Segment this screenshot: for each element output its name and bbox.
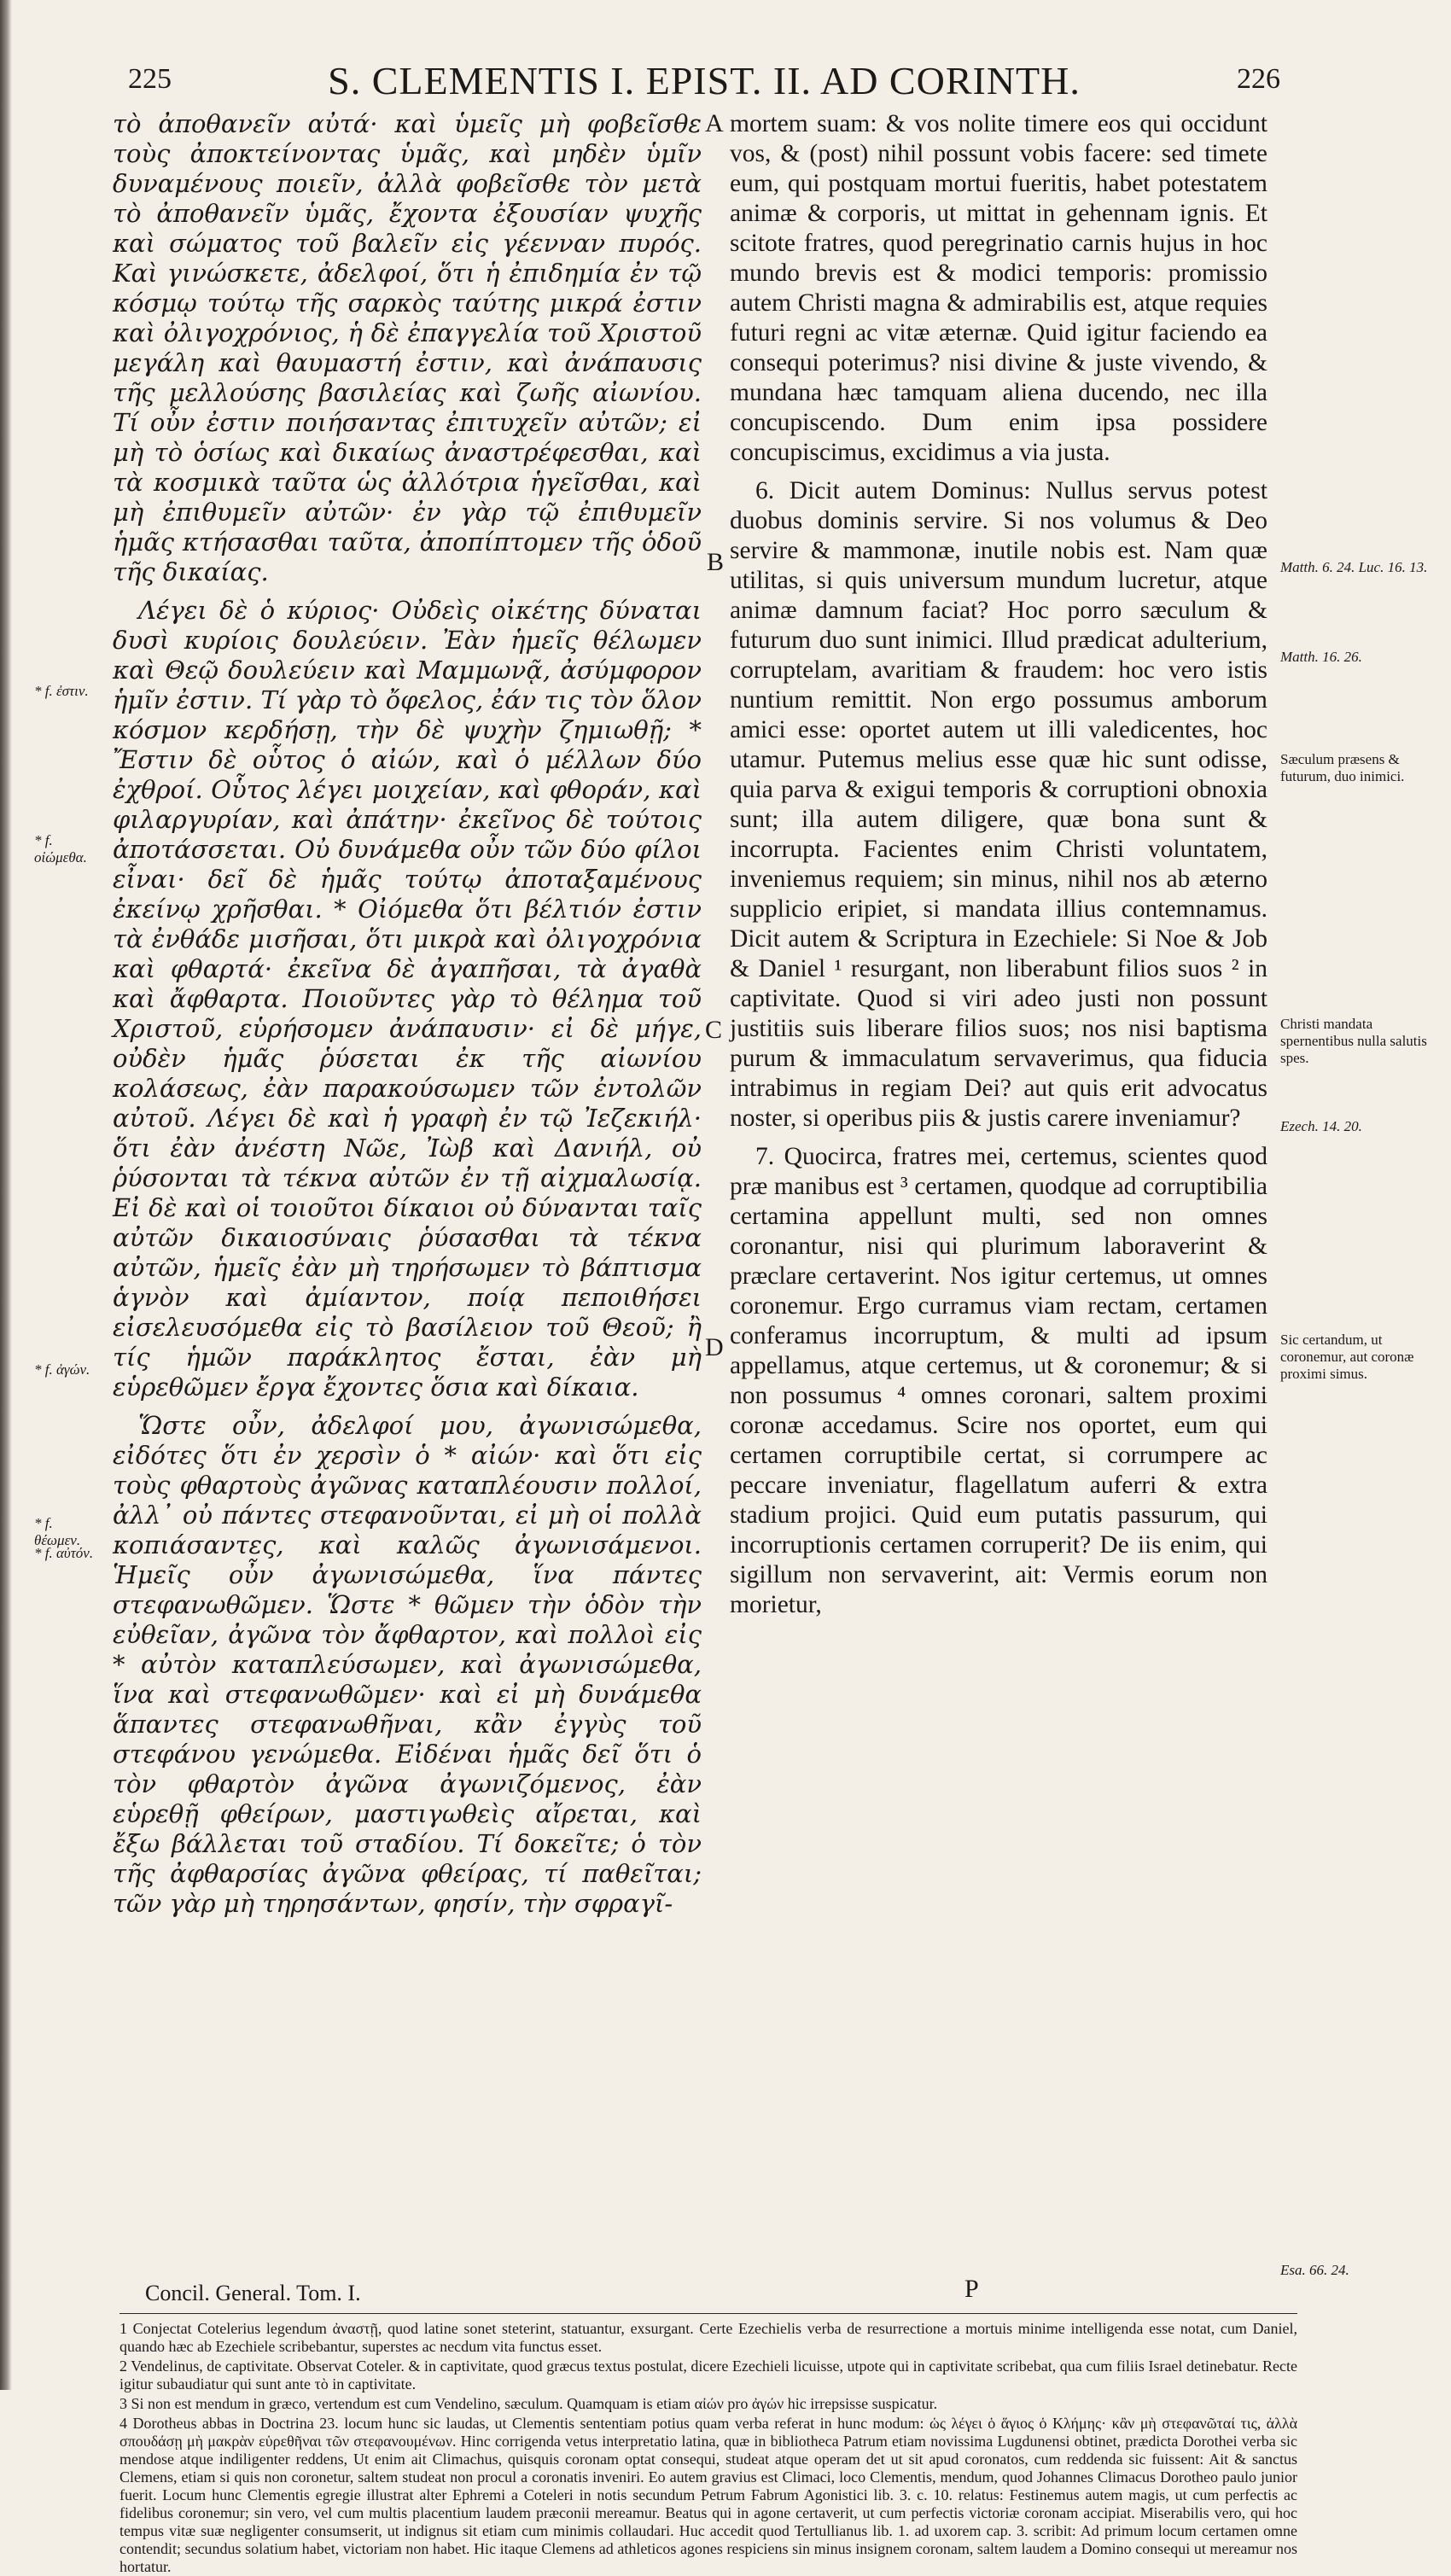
page-header [128, 58, 1280, 109]
section-mark-a: A [705, 109, 724, 137]
footnote-3: 3 Si non est mendum in græco, vertendum est cum Vendelino, sæculum. Quamquam is etiam αἰών pro ἀγών hic irrepsisse suspicatur. [119, 2395, 938, 2412]
left-margin-note: * f. ἐστιν. [34, 683, 89, 699]
latin-paragraph-6: 6. Dicit autem Dominus: Nullus servus potest duobus dominis servire. Si nos volumus & Deo servire & mammonæ, inutile nobis est. Nam quæ utilitas, si quis universum mundum lucretur, atque animæ damnum faciat? Hoc porro sæculum & futurum duo sunt inimici. Illud prædicat adulterium, corruptelam, avaritiam & fraudem: hoc vero istis nuntium remittit. Non ergo possumus amborum amici esse: oportet autem ut illi valedicentes, hoc utamur. Putemus melius esse quæ hic sunt odisse, quia parva & exigui temporis & corruptioni obnoxia sunt; illa autem diligere, quæ bona sunt & incorrupta. Facientes enim Christi voluntatem, inveniemus requiem; sin minus, nihil nos ab æterno supplicio eripiet, si mandata illius contemnamus. Dicit autem & Scriptura in Ezechiele: Si Noe & Job & Daniel ¹ resurgant, non liberabunt filios suos ² in captivitate. Quod si viri adeo justi non possunt justitiis suis liberare filios suos; nos nisi baptisma purum & immaculatum servaverimus, qua fiducia intrabimus in regiam Dei? aut quis erit advocatus noster, si operibus piis & justis carere inveniamur? [730, 477, 1267, 1132]
footnotes [119, 2320, 1297, 2575]
running-title: S. CLEMENTIS I. EPIST. II. AD CORINTH. [328, 59, 1081, 102]
right-margin-reference: Matth. 16. 26. [1280, 649, 1362, 665]
collection-reference: Concil. General. Tom. I. [145, 2281, 361, 2305]
footnote-4: 4 Dorotheus abbas in Doctrina 23. locum hunc sic laudas, ut Clementis sententiam potius quam verba referat in hunc modum: ὡς λέγει ὁ ἅγιος ὁ Κλήμης· κἂν μὴ στεφανῶταί τις, ἀλλὰ σπουδάσῃ μὴ μακρὰν εὑρεθῆναι τῶν στεφανουμένων. Hinc corrigenda vetus interpretatio latina, quæ in bibliotheca Patrum etiam novissima Lugdunensi obtinet, prædicta Dorothei verba sic mendose atque indiligenter reddens, Ut enim ait Climachus, quisquis coronam optat consequi, studeat atque operam det ut sit apud coronatos, cum reddenda sic fuissent: Ait & sanctus Clemens, etiam si quis non coronetur, saltem studeat non procul a coronatis inveniri. Eo autem gravius est Climaci, loco Clementis, mendum, quod Johannes Climacus Dorotheo paulo junior fuerit. Locum hunc Clementis egregie illustrat alter Ephremi a Coteleri in notis secundum Petrum Fabrum Agonistici lib. 3. c. 10. relatus: Festinemus autem magis, ut cum perfectis ac fidelibus coronemur; sin vero, vel cum multis placentium laudem præconii mereamur. Beatus qui in agone certaverit, ut cum perfectis victoriæ coronam accipiat. Miserabilis vero, qui hoc tempus vitæ suæ negligenter consumserit, ut indignus sit etiam cum minimis collaudari. Huc accedit quod Tertullianus lib. 1. ad uxorem cap. 3. scribit: Ad primum locum certamen omne contendit; secundus solatium habet, victoriam non habet. Hic itaque Clemens ad athleticos agones respiciens sin minus insignem coronam, saltem laudem a Domino consequi ut mereamur nos hortatur. [119, 2415, 1297, 2575]
latin-paragraph-1: mortem suam: & vos nolite timere eos qui occidunt vos, & (post) nihil possunt vobis facere: sed timete eum, qui postquam mortui fueritis, habet potestatem animæ & corporis, ut mittat in gehennam ignis. Et scitote fratres, quod peregrinatio carnis hujus in hoc mundo brevis est & modici temporis: promissio autem Christi magna & admirabilis est, atque requies futuri regni ac vitæ æternæ. Quid igitur faciendo ea consequi poterimus? nisi divine & juste vivendo, & mundana hæc tamquam aliena ducendo, nec illa concupiscendo. Dum enim ipsa possidere concupiscimus, excidimus a via justa. [730, 110, 1267, 466]
greek-paragraph-3: Ὥστε οὖν, ἀδελφοί μου, ἀγωνισώμεθα, εἰδότες ὅτι ἐν χερσὶν ὁ * αἰών· καὶ ὅτι εἰς τοὺς φθαρτοὺς ἀγῶνας καταπλέουσιν πολλοί, ἀλλ᾽ οὐ πάντες στεφανοῦνται, εἰ μὴ οἱ πολλὰ κοπιάσαντες, καὶ καλῶς ἀγωνισάμενοι. Ἡμεῖς οὖν ἀγωνισώμεθα, ἵνα πάντες στεφανωθῶμεν. Ὥστε * θῶμεν τὴν ὁδὸν τὴν εὐθεῖαν, ἀγῶνα τὸν ἄφθαρτον, καὶ πολλοὶ εἰς * αὐτὸν καταπλεύσωμεν, καὶ ἀγωνισώμεθα, ἵνα καὶ στεφανωθῶμεν· καὶ εἰ μὴ δυνάμεθα ἅπαντες στεφανωθῆναι, κἂν ἐγγὺς τοῦ στεφάνου γενώμεθα. Εἰδέναι ἡμᾶς δεῖ ὅτι ὁ τὸν φθαρτὸν ἀγῶνα ἀγωνιζόμενος, ἐὰν εὑρεθῇ φθείρων, μαστιγωθεὶς αἴρεται, καὶ ἔξω βάλλεται τοῦ σταδίου. Τί δοκεῖτε; ὁ τὸν τῆς ἀφθαρσίας ἀγῶνα φθείρας, τί παθεῖται; τῶν γὰρ μὴ τηρησάντων, φησίν, τὴν σφραγῖ- [113, 1411, 702, 1918]
latin-text-column [730, 109, 1267, 2294]
page-number-left: 225 [128, 63, 172, 95]
left-margin-note: * f. ἀγών. [34, 1361, 90, 1378]
right-margin-reference: Matth. 6. 24. Luc. 16. 13. [1280, 559, 1428, 575]
binding-gutter-shadow [0, 0, 12, 2390]
right-margin-summary: Christi mandata spernentibus nulla salutis spes. [1280, 1016, 1427, 1066]
latin-paragraph-7: 7. Quocirca, fratres mei, certemus, scientes quod præ manibus est ³ certamen, quodque ad corruptibilia certamina appellunt multi, sed non omnes coronantur, nisi qui plurimum laboraverint & præclare certaverint. Nos igitur certemus, ut omnes coronemur. Ergo curramus viam rectam, certamen conferamus incorruptum, & multi ad ipsum appellamus, atque certemus, ut & coronemur; & si non possumus ⁴ omnes coronari, saltem proximi coronæ accedamus. Scire nos oportet, eum qui certamen corruptibile certat, si corrumpere ac peccare inveniatur, flagellatum auferri & extra stadium projici. Quid eum putatis passurum, qui incorruptionis certamen corruperit? De iis enim, qui sigillum non servaverint, ait: Vermis eorum non morietur, [730, 1143, 1267, 1618]
footnote-2: 2 Vendelinus, de captivitate. Observat Coteler. & in captivitate, quod græcus textus postulat, dicere Ezechieli licuisse, utpote qui in captivitate scribebat, qua cum filiis Israel detinebatur. Recte igitur subaudiatur qui sunt ante τὸ in captivitate. [119, 2357, 1297, 2392]
greek-text-column [113, 109, 702, 2299]
left-margin-note: * f. θέωμεν. [34, 1515, 81, 1548]
greek-paragraph-2: Λέγει δὲ ὁ κύριος· Οὐδεὶς οἰκέτης δύναται δυσὶ κυρίοις δουλεύειν. Ἐὰν ἡμεῖς θέλωμεν καὶ Θεῷ δουλεύειν καὶ Μαμμωνᾷ, ἀσύμφορον ἡμῖν ἐστιν. Τί γὰρ τὸ ὄφελος, ἐάν τις τὸν ὅλον κόσμον κερδήσῃ, τὴν δὲ ψυχὴν ζημιωθῇ; * Ἔστιν δὲ οὗτος ὁ αἰών, καὶ ὁ μέλλων δύο ἐχθροί. Οὗτος λέγει μοιχείαν, καὶ φθοράν, καὶ φιλαργυρίαν, καὶ ἀπάτην· ἐκεῖνος δὲ τούτοις ἀποτάσσεται. Οὐ δυνάμεθα οὖν τῶν δύο φίλοι εἶναι· δεῖ δὲ ἡμᾶς τούτῳ ἀποταξαμένους ἐκείνῳ χρῆσθαι. * Οἰόμεθα ὅτι βέλτιόν ἐστιν τὰ ἐνθάδε μισῆσαι, ὅτι μικρὰ καὶ ὀλιγοχρόνια καὶ φθαρτά· ἐκεῖνα δὲ ἀγαπῆσαι, τὰ ἀγαθὰ καὶ ἄφθαρτα. Ποιοῦντες γὰρ τὸ θέλημα τοῦ Χριστοῦ, εὑρήσομεν ἀνάπαυσιν· εἰ δὲ μήγε, οὐδὲν ἡμᾶς ῥύσεται ἐκ τῆς αἰωνίου κολάσεως, ἐὰν παρακούσωμεν τῶν ἐντολῶν αὐτοῦ. Λέγει δὲ καὶ ἡ γραφὴ ἐν τῷ Ἰεζεκιήλ· ὅτι ἐὰν ἀνέστη Νῶε, Ἰὼβ καὶ Δανιήλ, οὐ ῥύσονται τὰ τέκνα αὐτῶν ἐν τῇ αἰχμαλωσίᾳ. Εἰ δὲ καὶ οἱ τοιοῦτοι δίκαιοι οὐ δύνανται ταῖς αὐτῶν δικαιοσύναις ῥύσασθαι τὰ τέκνα αὐτῶν, ἡμεῖς ἐὰν μὴ τηρήσωμεν τὸ βάπτισμα ἁγνὸν καὶ ἀμίαντον, ποίᾳ πεποιθήσει εἰσελευσόμεθα εἰς τὸ βασίλειον τοῦ Θεοῦ; ἢ τίς ἡμῶν παράκλητος ἔσται, ἐὰν μὴ εὑρεθῶμεν ἔργα ἔχοντες ὅσια καὶ δίκαια. [113, 596, 702, 1402]
left-margin-note: * f. αὐτόν. [34, 1545, 94, 1561]
signature-mark-p: P [964, 2275, 979, 2303]
greek-paragraph-1: τὸ ἀποθανεῖν αὐτά· καὶ ὑμεῖς μὴ φοβεῖσθε τοὺς ἀποκτείνοντας ὑμᾶς, καὶ μηδὲν ὑμῖν δυναμένους ποιεῖν, ἀλλὰ φοβεῖσθε τὸν μετὰ τὸ ἀποθανεῖν ὑμᾶς, ἔχοντα ἐξουσίαν ψυχῆς καὶ σώματος τοῦ βαλεῖν εἰς γέενναν πυρός. Καὶ γινώσκετε, ἀδελφοί, ὅτι ἡ ἐπιδημία ἐν τῷ κόσμῳ τούτῳ τῆς σαρκὸς ταύτης μικρά ἐστιν καὶ ὀλιγοχρόνιος, ἡ δὲ ἐπαγγελία τοῦ Χριστοῦ μεγάλη καὶ θαυμαστή ἐστιν, καὶ ἀνάπαυσις τῆς μελλούσης βασιλείας καὶ ζωῆς αἰωνίου. Τί οὖν ἐστιν ποιήσαντας ἐπιτυχεῖν αὐτῶν; εἰ μὴ τὸ ὁσίως καὶ δικαίως ἀναστρέφεσθαι, καὶ τὰ κοσμικὰ ταῦτα ὡς ἀλλότρια ἡγεῖσθαι, καὶ μὴ ἐπιθυμεῖν αὐτῶν· ἐν γὰρ τῷ ἐπιθυμεῖν ἡμᾶς κτήσασθαι ταῦτα, ἀποπίπτομεν τῆς ὁδοῦ τῆς δικαίας. [113, 109, 702, 586]
left-margin-note: * f. οἰώμεθα. [34, 832, 87, 865]
right-margin-reference: Ezech. 14. 20. [1280, 1118, 1362, 1134]
section-mark-d: D [705, 1333, 724, 1361]
right-margin-summary: Sic certandum, ut coronemur, aut coronæ proximi simus. [1280, 1332, 1414, 1382]
page-number-right: 226 [1237, 63, 1280, 95]
section-mark-c: C [705, 1016, 723, 1044]
footnote-rule [119, 2313, 1297, 2314]
footnote-1: 1 Conjectat Cotelerius legendum ἀναστῇ, quod latine sonet steterint, statuantur, exsurgant. Certe Ezechielis verba de resurrectione a mortuis minime intelligenda esse notat, cum Daniel, quando hæc ab Ezechiele scribebantur, superstes ac necdum vita functus esset. [119, 2320, 1297, 2355]
section-mark-b: B [707, 548, 725, 576]
right-margin-reference: Esa. 66. 24. [1280, 2262, 1349, 2278]
right-margin-summary: Sæculum præsens & futurum, duo inimici. [1280, 751, 1405, 784]
